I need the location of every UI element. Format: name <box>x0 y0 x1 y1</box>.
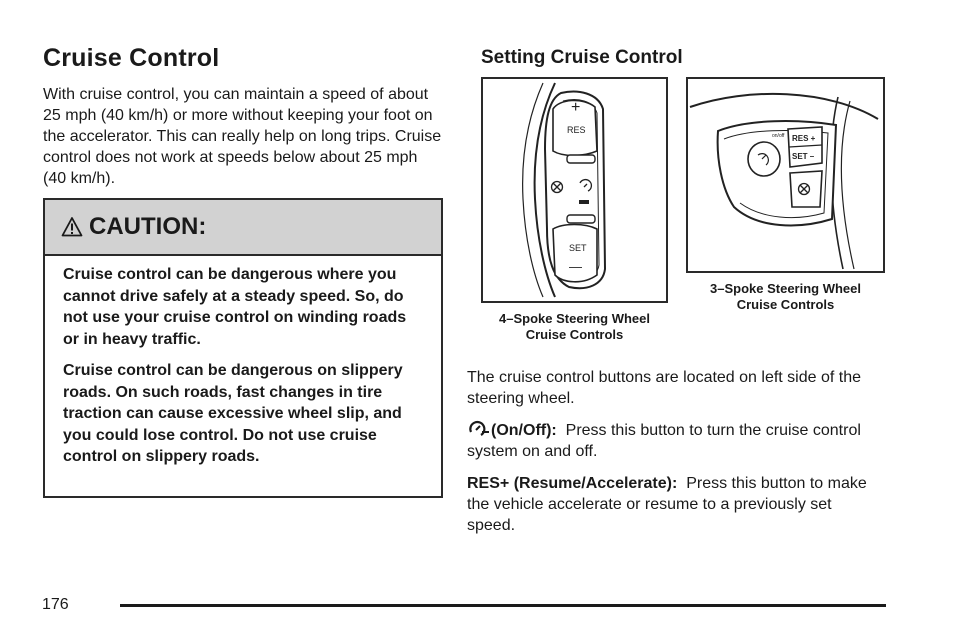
on-off-paragraph <box>467 420 887 462</box>
fig2-onoff-label: on/off <box>772 133 785 139</box>
fig1-minus-label: — <box>569 259 582 274</box>
cruise-icon <box>467 420 491 438</box>
intro-paragraph: With cruise control, you can maintain a speed of about 25 mph (40 km/h) or more without keeping your foot on the accelerator. This can really help on long trips. Cruise control does not work at speeds below about 25 mph (40 km/h). <box>43 86 442 187</box>
res-text: Press this button to make the vehicle accelerate or resume to a previously set speed. <box>467 475 867 534</box>
res-label: RES+ (Resume/Accelerate): <box>467 475 678 492</box>
caption-line: Cruise Controls <box>736 297 835 312</box>
caution-paragraph: Cruise control can be dangerous on slippery roads. On such roads, fast changes in tire traction can cause excessive wheel slip, and you could lose control. Do not use cruise control on slippery roads. <box>63 362 403 465</box>
location-paragraph: The cruise control buttons are located on left side of the steering wheel. <box>467 369 862 407</box>
caution-box <box>43 198 443 498</box>
caution-paragraph: Cruise control can be dangerous where you cannot drive safely at a steady speed. So, do not use your cruise control on winding roads or in heavy traffic. <box>63 266 407 348</box>
fig1-plus-label: + <box>571 99 581 116</box>
section-heading: Setting Cruise Control <box>481 47 683 68</box>
page-title: Cruise Control <box>43 44 220 72</box>
caution-title: CAUTION: <box>89 213 207 240</box>
figure-4-spoke <box>481 77 668 303</box>
fig1-res-label: RES <box>567 125 586 135</box>
caption-line: 3–Spoke Steering Wheel <box>710 281 861 296</box>
figure-caption <box>686 281 885 313</box>
three-spoke-controls-illustration <box>688 79 883 271</box>
fig1-set-label: SET <box>569 243 587 253</box>
fig2-res-label: RES + <box>792 134 816 143</box>
on-off-label: (On/Off): <box>491 422 557 439</box>
caution-body <box>45 256 441 468</box>
warning-triangle-icon <box>61 216 83 238</box>
caution-header <box>45 200 441 256</box>
four-spoke-controls-illustration <box>483 79 666 301</box>
on-off-text: Press this button to turn the cruise control system on and off. <box>467 422 861 460</box>
page-number: 176 <box>42 596 69 613</box>
caption-line: 4–Spoke Steering Wheel <box>499 311 650 326</box>
fig2-set-label: SET – <box>792 152 815 161</box>
caption-line: Cruise Controls <box>525 327 624 342</box>
footer-divider <box>120 604 886 607</box>
figure-caption <box>481 311 668 343</box>
figure-3-spoke <box>686 77 885 273</box>
res-paragraph <box>467 473 879 536</box>
